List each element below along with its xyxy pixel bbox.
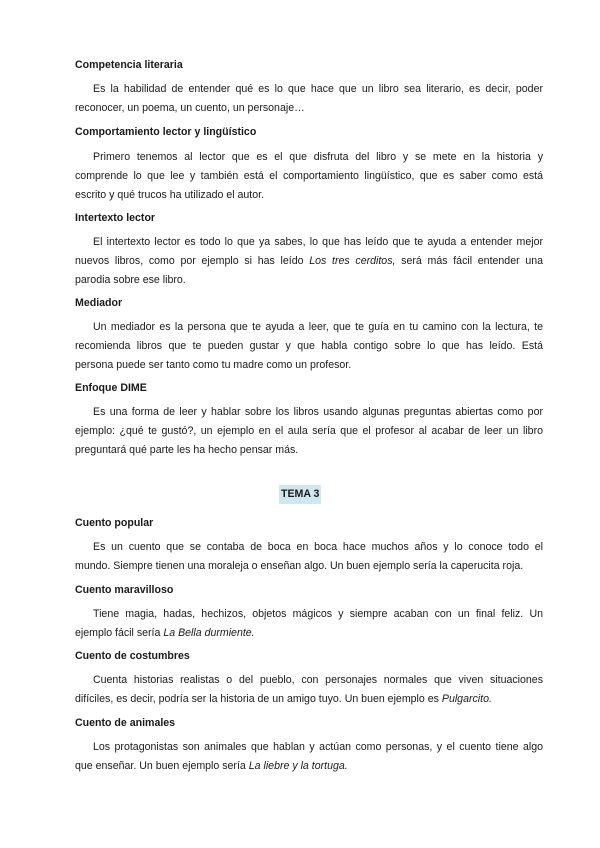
paragraph-line: Es un cuento que se contaba de boca en boca hace muchos años y lo conoce todo el <box>93 541 543 553</box>
text-run: que enseñar. Un buen ejemplo sería <box>75 760 246 772</box>
paragraph-line <box>75 690 543 709</box>
section-paragraph <box>75 148 543 205</box>
section-paragraph <box>75 80 543 118</box>
paragraph-line: reconocer, un poema, un cuento, un personaje… <box>75 102 305 114</box>
section-heading: Mediador <box>75 297 123 309</box>
paragraph-line: Es la habilidad de entender qué es lo que hace que un libro sea literario, es decir, poder <box>93 83 543 95</box>
paragraph-line: parodia sobre ese libro. <box>75 274 186 286</box>
section-paragraph <box>75 738 543 776</box>
paragraph-line: persona puede ser tanto como tu madre como un profesor. <box>75 359 352 371</box>
section-heading: Competencia literaria <box>75 59 183 71</box>
section-heading: Comportamiento lector y lingüístico <box>75 126 257 138</box>
section-heading: Cuento maravilloso <box>75 584 174 596</box>
paragraph-line: Tiene magia, hadas, hechizos, objetos mágicos y siempre acaban con un final feliz. Un <box>93 608 543 620</box>
paragraph-line: Los protagonistas son animales que hablan y actúan como personas, y el cuento tiene algo <box>93 741 543 753</box>
section-paragraph <box>75 233 543 290</box>
section-heading: Cuento popular <box>75 517 154 529</box>
paragraph-line: ejemplo: ¿qué te gustó?, un ejemplo en el aula sería que el profesor al acabar de leer un libro <box>75 425 543 437</box>
paragraph-line: Es una forma de leer y hablar sobre los libros usando algunas preguntas abiertas como por <box>93 406 543 418</box>
text-run: ejemplo fácil sería <box>75 627 161 639</box>
paragraph-line <box>75 252 543 271</box>
section-paragraph <box>75 605 543 643</box>
text-run: nuevos libros, como por ejemplo si has leído <box>75 255 304 267</box>
paragraph-line: mundo. Siempre tienen una moraleja o enseñan algo. Un buen ejemplo sería la caperucita roja. <box>75 560 524 572</box>
paragraph-line: escrito y qué trucos ha utilizado el autor. <box>75 189 265 201</box>
section-heading: Cuento de animales <box>75 717 176 729</box>
book-title: Pulgarcito. <box>441 693 492 705</box>
paragraph-line: Un mediador es la persona que te ayuda a leer, que te guía en tu camino con la lectura, te <box>93 321 543 333</box>
section-paragraph <box>75 538 543 576</box>
section-paragraph <box>75 318 543 375</box>
section-paragraph <box>75 403 543 460</box>
text-run: difíciles, es decir, podría ser la historia de un amigo tuyo. Un buen ejemplo es <box>75 693 439 705</box>
paragraph-line: Cuenta historias realistas o del pueblo, con personajes normales que viven situaciones <box>93 674 543 686</box>
book-title: La liebre y la tortuga. <box>248 760 348 772</box>
section-heading: Intertexto lector <box>75 212 156 224</box>
paragraph-line: El intertexto lector es todo lo que ya sabes, lo que has leído que te ayuda a entender mejor <box>93 236 543 248</box>
paragraph-line: recomienda libros que te pueden gustar y que habla contigo sobre lo que has leído. Está <box>75 340 543 352</box>
section-heading: Enfoque DIME <box>75 382 147 394</box>
book-title: Los tres cerditos, <box>309 255 396 267</box>
paragraph-line <box>75 757 543 776</box>
tema-heading: TEMA 3 <box>279 485 321 504</box>
section-heading: Cuento de costumbres <box>75 650 190 662</box>
paragraph-line <box>75 624 543 643</box>
paragraph-line: comprende lo que lee y también está el comportamiento lingüístico, que es saber como está <box>75 170 543 182</box>
paragraph-line: Primero tenemos al lector que es el que disfruta del libro y se mete en la historia y <box>93 151 543 163</box>
section-paragraph <box>75 671 543 709</box>
text-run: será más fácil entender una <box>401 255 544 267</box>
paragraph-line: preguntará qué parte les ha hecho pensar más. <box>75 444 299 456</box>
book-title: La Bella durmiente. <box>163 627 255 639</box>
